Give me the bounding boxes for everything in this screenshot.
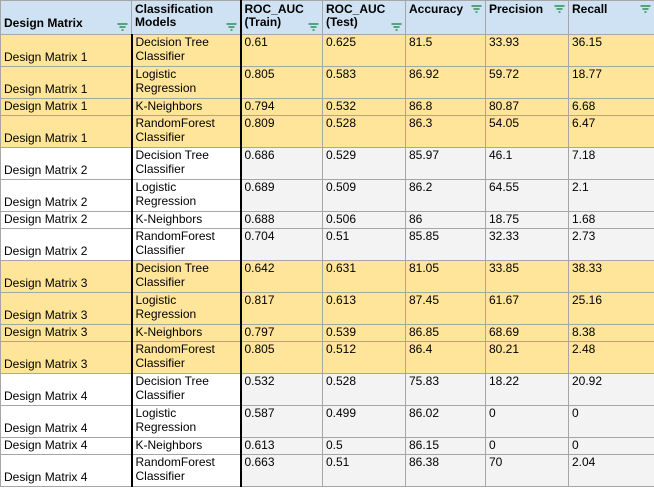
recall-cell[interactable]: 1.68 (569, 212, 654, 229)
table-row (1, 67, 654, 99)
table-row (1, 116, 654, 148)
precision-cell[interactable]: 80.87 (486, 99, 569, 116)
recall-cell[interactable]: 2.48 (569, 342, 654, 374)
header-accuracy-label: Accuracy (409, 2, 464, 16)
filter-icon[interactable] (117, 23, 128, 31)
model-cell[interactable]: K-Neighbors (132, 99, 241, 116)
roc-auc-test-cell[interactable]: 0.51 (323, 229, 406, 261)
model-cell[interactable]: K-Neighbors (132, 438, 241, 455)
precision-cell[interactable]: 33.85 (486, 261, 569, 293)
roc-auc-test-cell[interactable]: 0.506 (323, 212, 406, 229)
table-row (1, 212, 654, 229)
accuracy-cell[interactable]: 86.92 (406, 67, 486, 99)
accuracy-cell[interactable]: 81.05 (406, 261, 486, 293)
model-cell[interactable]: RandomForest Classifier (132, 229, 241, 261)
filter-icon[interactable] (308, 23, 319, 31)
roc-auc-train-cell[interactable]: 0.817 (241, 293, 323, 325)
header-roc-auc-test-label: ROC_AUC (Test) (326, 2, 386, 29)
table-row (1, 293, 654, 325)
precision-cell[interactable]: 0 (486, 438, 569, 455)
header-row (1, 1, 654, 35)
roc-auc-test-cell[interactable]: 0.539 (323, 325, 406, 342)
recall-cell[interactable]: 38.33 (569, 261, 654, 293)
table-row (1, 406, 654, 438)
model-cell[interactable]: RandomForest Classifier (132, 342, 241, 374)
roc-auc-test-cell[interactable]: 0.529 (323, 148, 406, 180)
header-design-matrix-label: Design Matrix (4, 16, 83, 30)
accuracy-cell[interactable]: 86.2 (406, 180, 486, 212)
accuracy-cell[interactable]: 86.8 (406, 99, 486, 116)
model-cell[interactable]: Decision Tree Classifier (132, 148, 241, 180)
table-row (1, 342, 654, 374)
table-row (1, 325, 654, 342)
table-row (1, 148, 654, 180)
header-roc-auc-test[interactable] (323, 1, 406, 35)
accuracy-cell[interactable]: 81.5 (406, 35, 486, 67)
model-cell[interactable]: Logistic Regression (132, 293, 241, 325)
header-accuracy[interactable] (406, 1, 486, 35)
model-cell[interactable]: Logistic Regression (132, 180, 241, 212)
recall-cell[interactable]: 20.92 (569, 374, 654, 406)
accuracy-cell[interactable]: 75.83 (406, 374, 486, 406)
filter-icon[interactable] (554, 5, 565, 13)
header-classification-models[interactable] (132, 1, 241, 35)
accuracy-cell[interactable]: 86.15 (406, 438, 486, 455)
roc-auc-train-cell[interactable]: 0.642 (241, 261, 323, 293)
roc-auc-test-cell[interactable]: 0.631 (323, 261, 406, 293)
roc-auc-train-cell[interactable]: 0.689 (241, 180, 323, 212)
design-matrix-cell[interactable]: Design Matrix 3 (1, 293, 132, 325)
model-cell[interactable]: Decision Tree Classifier (132, 374, 241, 406)
precision-cell[interactable]: 70 (486, 455, 569, 487)
roc-auc-test-cell[interactable]: 0.509 (323, 180, 406, 212)
recall-cell[interactable]: 6.68 (569, 99, 654, 116)
accuracy-cell[interactable]: 86.3 (406, 116, 486, 148)
design-matrix-cell[interactable]: Design Matrix 4 (1, 455, 132, 487)
design-matrix-cell[interactable]: Design Matrix 2 (1, 180, 132, 212)
design-matrix-cell[interactable]: Design Matrix 2 (1, 148, 132, 180)
roc-auc-test-cell[interactable]: 0.5 (323, 438, 406, 455)
header-design-matrix[interactable] (1, 1, 132, 35)
roc-auc-train-cell[interactable]: 0.805 (241, 67, 323, 99)
header-roc-auc-train[interactable] (241, 1, 323, 35)
recall-cell[interactable]: 0 (569, 406, 654, 438)
model-cell[interactable]: K-Neighbors (132, 212, 241, 229)
filter-icon[interactable] (391, 23, 402, 31)
table-row (1, 180, 654, 212)
model-cell[interactable]: Decision Tree Classifier (132, 261, 241, 293)
accuracy-cell[interactable]: 85.85 (406, 229, 486, 261)
recall-cell[interactable]: 8.38 (569, 325, 654, 342)
filter-icon[interactable] (471, 5, 482, 13)
roc-auc-train-cell[interactable]: 0.797 (241, 325, 323, 342)
roc-auc-test-cell[interactable]: 0.583 (323, 67, 406, 99)
design-matrix-cell[interactable]: Design Matrix 2 (1, 229, 132, 261)
design-matrix-cell[interactable]: Design Matrix 1 (1, 35, 132, 67)
accuracy-cell[interactable]: 86.4 (406, 342, 486, 374)
filter-icon[interactable] (640, 5, 651, 13)
precision-cell[interactable]: 59.72 (486, 67, 569, 99)
design-matrix-cell[interactable]: Design Matrix 3 (1, 261, 132, 293)
table-row (1, 35, 654, 67)
recall-cell[interactable]: 2.1 (569, 180, 654, 212)
roc-auc-train-cell[interactable]: 0.805 (241, 342, 323, 374)
design-matrix-cell[interactable]: Design Matrix 1 (1, 99, 132, 116)
accuracy-cell[interactable]: 86.02 (406, 406, 486, 438)
roc-auc-test-cell[interactable]: 0.613 (323, 293, 406, 325)
roc-auc-test-cell[interactable]: 0.528 (323, 116, 406, 148)
model-cell[interactable]: Logistic Regression (132, 67, 241, 99)
roc-auc-train-cell[interactable]: 0.613 (241, 438, 323, 455)
roc-auc-train-cell[interactable]: 0.532 (241, 374, 323, 406)
recall-cell[interactable]: 25.16 (569, 293, 654, 325)
roc-auc-test-cell[interactable]: 0.528 (323, 374, 406, 406)
roc-auc-train-cell[interactable]: 0.809 (241, 116, 323, 148)
model-cell[interactable]: K-Neighbors (132, 325, 241, 342)
accuracy-cell[interactable]: 86.85 (406, 325, 486, 342)
recall-cell[interactable]: 2.04 (569, 455, 654, 487)
precision-cell[interactable]: 46.1 (486, 148, 569, 180)
design-matrix-cell[interactable]: Design Matrix 3 (1, 325, 132, 342)
table-row (1, 455, 654, 487)
roc-auc-train-cell[interactable]: 0.688 (241, 212, 323, 229)
recall-cell[interactable]: 6.47 (569, 116, 654, 148)
roc-auc-train-cell[interactable]: 0.704 (241, 229, 323, 261)
header-recall[interactable] (569, 1, 654, 35)
header-precision[interactable] (486, 1, 569, 35)
recall-cell[interactable]: 7.18 (569, 148, 654, 180)
precision-cell[interactable]: 0 (486, 406, 569, 438)
table-row (1, 438, 654, 455)
roc-auc-test-cell[interactable]: 0.625 (323, 35, 406, 67)
precision-cell[interactable]: 18.22 (486, 374, 569, 406)
header-classification-models-label: Classification Models (135, 2, 214, 29)
roc-auc-train-cell[interactable]: 0.663 (241, 455, 323, 487)
roc-auc-train-cell[interactable]: 0.61 (241, 35, 323, 67)
design-matrix-cell[interactable]: Design Matrix 1 (1, 67, 132, 99)
design-matrix-cell[interactable]: Design Matrix 4 (1, 438, 132, 455)
table-row (1, 229, 654, 261)
precision-cell[interactable]: 54.05 (486, 116, 569, 148)
recall-cell[interactable]: 2.73 (569, 229, 654, 261)
recall-cell[interactable]: 18.77 (569, 67, 654, 99)
roc-auc-test-cell[interactable]: 0.512 (323, 342, 406, 374)
precision-cell[interactable]: 61.67 (486, 293, 569, 325)
accuracy-cell[interactable]: 86 (406, 212, 486, 229)
table-row (1, 99, 654, 116)
model-cell[interactable]: RandomForest Classifier (132, 116, 241, 148)
design-matrix-cell[interactable]: Design Matrix 4 (1, 406, 132, 438)
accuracy-cell[interactable]: 86.38 (406, 455, 486, 487)
design-matrix-cell[interactable]: Design Matrix 2 (1, 212, 132, 229)
table-row (1, 374, 654, 406)
design-matrix-cell[interactable]: Design Matrix 4 (1, 374, 132, 406)
model-cell[interactable]: Logistic Regression (132, 406, 241, 438)
recall-cell[interactable]: 0 (569, 438, 654, 455)
header-roc-auc-train-label: ROC_AUC (Train) (244, 2, 304, 29)
roc-auc-train-cell[interactable]: 0.587 (241, 406, 323, 438)
header-precision-label: Precision (489, 2, 544, 16)
precision-cell[interactable]: 68.69 (486, 325, 569, 342)
roc-auc-test-cell[interactable]: 0.499 (323, 406, 406, 438)
design-matrix-cell[interactable]: Design Matrix 1 (1, 116, 132, 148)
roc-auc-train-cell[interactable]: 0.686 (241, 148, 323, 180)
precision-cell[interactable]: 32.33 (486, 229, 569, 261)
accuracy-cell[interactable]: 87.45 (406, 293, 486, 325)
roc-auc-test-cell[interactable]: 0.532 (323, 99, 406, 116)
model-cell[interactable]: RandomForest Classifier (132, 455, 241, 487)
precision-cell[interactable]: 80.21 (486, 342, 569, 374)
header-recall-label: Recall (572, 2, 608, 16)
accuracy-cell[interactable]: 85.97 (406, 148, 486, 180)
model-cell[interactable]: Decision Tree Classifier (132, 35, 241, 67)
roc-auc-train-cell[interactable]: 0.794 (241, 99, 323, 116)
recall-cell[interactable]: 36.15 (569, 35, 654, 67)
filter-icon[interactable] (226, 23, 237, 31)
precision-cell[interactable]: 18.75 (486, 212, 569, 229)
table-row (1, 261, 654, 293)
design-matrix-cell[interactable]: Design Matrix 3 (1, 342, 132, 374)
precision-cell[interactable]: 33.93 (486, 35, 569, 67)
precision-cell[interactable]: 64.55 (486, 180, 569, 212)
roc-auc-test-cell[interactable]: 0.51 (323, 455, 406, 487)
